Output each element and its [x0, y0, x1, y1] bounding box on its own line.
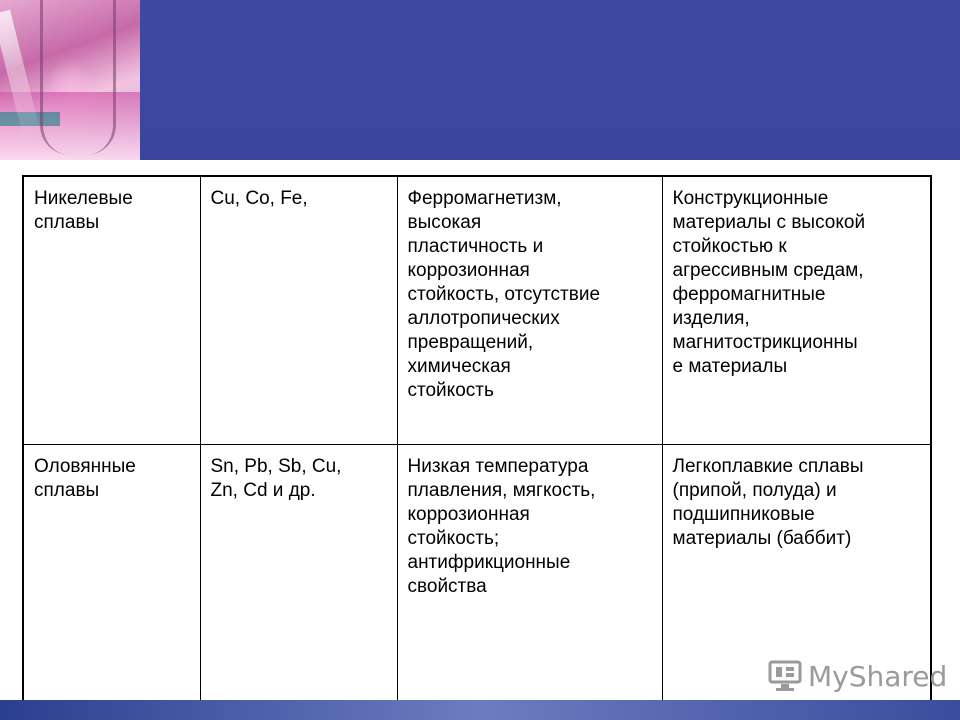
watermark-logo: [768, 656, 947, 696]
flask-image: [0, 0, 140, 160]
flask-glass: [40, 0, 116, 155]
elements-cell: Cu, Co, Fe,: [200, 176, 397, 444]
watermark-text: MyShared: [808, 659, 948, 693]
header-band: [0, 0, 960, 160]
alloy-cell: Никелевые сплавы: [23, 176, 200, 444]
properties-cell: Ферромагнетизм, высокая пластичность и коррозионная стойкость, отсутствие аллотропических превращений, химическая стойкость: [397, 176, 662, 444]
bottom-strip: [0, 700, 960, 720]
alloy-cell: Оловянные сплавы: [23, 444, 200, 701]
applications-cell: Конструкционные материалы с высокой стойкостью к агрессивным средам, ферромагнитные изделия, магнитострикционны е материалы: [662, 176, 931, 444]
elements-cell: Sn, Pb, Sb, Cu, Zn, Cd и др.: [200, 444, 397, 701]
table-row: [23, 176, 931, 444]
monitor-icon: [768, 660, 802, 692]
alloys-table: [22, 175, 932, 702]
applications-cell: Легкоплавкие сплавы (припой, полуда) и подшипниковые материалы (баббит): [662, 444, 931, 701]
properties-cell: Низкая температура плавления, мягкость, коррозионная стойкость; антифрикционные свойства: [397, 444, 662, 701]
